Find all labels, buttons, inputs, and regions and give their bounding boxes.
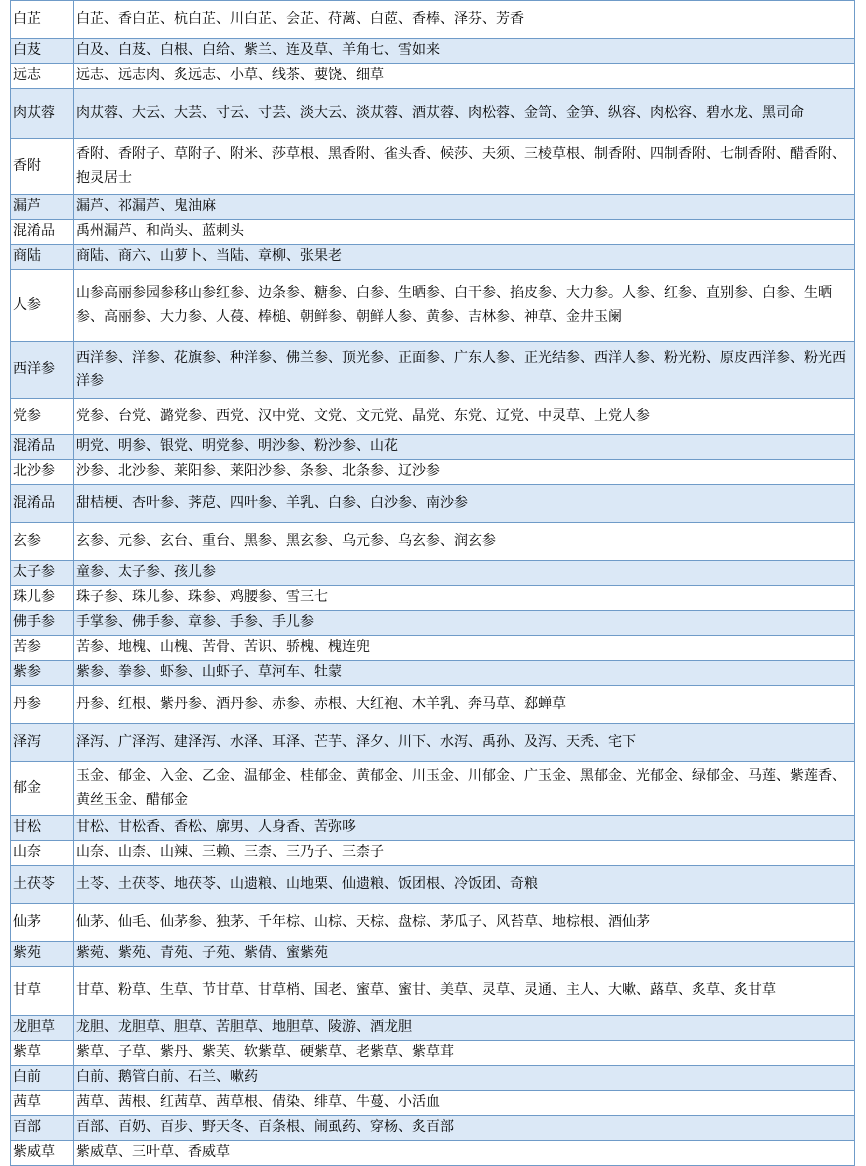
herb-name-cell: 白前 — [11, 1066, 74, 1091]
herb-name-cell: 泽泻 — [11, 724, 74, 762]
herb-aliases-cell: 紫参、拳参、虾参、山虾子、草河车、牡蒙 — [74, 661, 855, 686]
herb-aliases-cell: 漏芦、祁漏芦、鬼油麻 — [74, 195, 855, 220]
table-row — [11, 1, 855, 39]
herb-aliases-cell: 山奈、山柰、山辣、三赖、三柰、三乃子、三柰子 — [74, 841, 855, 866]
table-row — [11, 1141, 855, 1166]
herb-name-cell: 玄参 — [11, 523, 74, 561]
herb-name-cell: 仙茅 — [11, 904, 74, 942]
herb-name-cell: 丹参 — [11, 686, 74, 724]
herb-name-cell: 商陆 — [11, 245, 74, 270]
table-row — [11, 220, 855, 245]
herb-name-cell: 紫苑 — [11, 942, 74, 967]
herb-name-cell: 紫威草 — [11, 1141, 74, 1166]
herb-aliases-cell: 商陆、商六、山萝卜、当陆、章柳、张果老 — [74, 245, 855, 270]
herb-aliases-cell: 苦参、地槐、山槐、苦骨、苦识、骄槐、槐连兜 — [74, 636, 855, 661]
table-row — [11, 245, 855, 270]
herb-aliases-cell: 明党、明参、银党、明党参、明沙参、粉沙参、山花 — [74, 435, 855, 460]
table-row — [11, 270, 855, 342]
herb-aliases-cell: 紫菀、紫苑、青苑、子苑、紫倩、蜜紫苑 — [74, 942, 855, 967]
herb-name-cell: 紫草 — [11, 1041, 74, 1066]
herb-aliases-cell: 白前、鹅管白前、石兰、嗽药 — [74, 1066, 855, 1091]
table-row — [11, 611, 855, 636]
herb-aliases-cell: 山参高丽参园参移山参红参、边条参、糖参、白参、生晒参、白干参、掐皮参、大力参。人参、红参、直别参、白参、生晒参、高丽参、大力参、人葠、棒槌、朝鲜参、朝鲜人参、黄参、吉林参、神草、金井玉阑 — [74, 270, 855, 342]
table-row — [11, 523, 855, 561]
herb-aliases-cell: 香附、香附子、草附子、附米、莎草根、黑香附、雀头香、候莎、夫须、三棱草根、制香附、四制香附、七制香附、醋香附、抱灵居士 — [74, 139, 855, 195]
table-row — [11, 195, 855, 220]
herb-name-cell: 甘松 — [11, 816, 74, 841]
herb-table-body — [11, 1, 855, 1166]
herb-aliases-cell: 党参、台党、潞党参、西党、汉中党、文党、文元党、晶党、东党、辽党、中灵草、上党人参 — [74, 399, 855, 435]
herb-aliases-cell: 玉金、郁金、入金、乙金、温郁金、桂郁金、黄郁金、川玉金、川郁金、广玉金、黑郁金、光郁金、绿郁金、马莲、紫莲香、黄丝玉金、醋郁金 — [74, 762, 855, 816]
herb-aliases-cell: 丹参、红根、紫丹参、酒丹参、赤参、赤根、大红袍、木羊乳、奔马草、郄蝉草 — [74, 686, 855, 724]
table-row — [11, 636, 855, 661]
herb-aliases-cell: 肉苁蓉、大云、大芸、寸云、寸芸、淡大云、淡苁蓉、酒苁蓉、肉松蓉、金笥、金笋、纵容、肉松容、碧水龙、黑司命 — [74, 89, 855, 139]
table-row — [11, 1066, 855, 1091]
table-row — [11, 762, 855, 816]
herb-aliases-cell: 童参、太子参、孩儿参 — [74, 561, 855, 586]
table-row — [11, 89, 855, 139]
table-row — [11, 64, 855, 89]
table-row — [11, 39, 855, 64]
herb-aliases-cell: 茜草、茜根、红茜草、茜草根、倩染、绯草、牛蔓、小活血 — [74, 1091, 855, 1116]
herb-name-cell: 混淆品 — [11, 485, 74, 523]
herb-name-cell: 白芨 — [11, 39, 74, 64]
herb-aliases-cell: 泽泻、广泽泻、建泽泻、水泽、耳泽、芒芋、泽夕、川下、水泻、禹孙、及泻、天秃、宅下 — [74, 724, 855, 762]
table-row — [11, 686, 855, 724]
herb-name-cell: 紫参 — [11, 661, 74, 686]
herb-aliases-cell: 白及、白芨、白根、白给、紫兰、连及草、羊角七、雪如来 — [74, 39, 855, 64]
table-row — [11, 904, 855, 942]
table-row — [11, 1116, 855, 1141]
table-row — [11, 1016, 855, 1041]
herb-name-cell: 肉苁蓉 — [11, 89, 74, 139]
herb-name-cell: 漏芦 — [11, 195, 74, 220]
herb-aliases-cell: 禹州漏芦、和尚头、蓝刺头 — [74, 220, 855, 245]
herb-name-cell: 远志 — [11, 64, 74, 89]
table-row — [11, 866, 855, 904]
table-row — [11, 485, 855, 523]
table-row — [11, 561, 855, 586]
herb-aliases-cell: 珠子参、珠儿参、珠参、鸡腰参、雪三七 — [74, 586, 855, 611]
table-row — [11, 1041, 855, 1066]
herb-aliases-cell: 土苓、土茯苓、地茯苓、山遗粮、山地栗、仙遗粮、饭团根、冷饭团、奇粮 — [74, 866, 855, 904]
herb-name-cell: 山奈 — [11, 841, 74, 866]
herb-aliases-cell: 玄参、元参、玄台、重台、黑参、黑玄参、乌元参、乌玄参、润玄参 — [74, 523, 855, 561]
herb-aliases-cell: 沙参、北沙参、莱阳参、莱阳沙参、条参、北条参、辽沙参 — [74, 460, 855, 485]
table-row — [11, 1091, 855, 1116]
table-row — [11, 724, 855, 762]
herb-aliases-cell: 紫威草、三叶草、香威草 — [74, 1141, 855, 1166]
table-row — [11, 586, 855, 611]
herb-name-cell: 西洋参 — [11, 342, 74, 399]
herb-name-cell: 太子参 — [11, 561, 74, 586]
herb-name-cell: 甘草 — [11, 967, 74, 1016]
table-row — [11, 967, 855, 1016]
herb-name-cell: 郁金 — [11, 762, 74, 816]
herb-name-cell: 党参 — [11, 399, 74, 435]
herb-aliases-cell: 白芷、香白芷、杭白芷、川白芷、会芷、苻蓠、白茝、香棒、泽芬、芳香 — [74, 1, 855, 39]
herb-name-cell: 茜草 — [11, 1091, 74, 1116]
table-row — [11, 139, 855, 195]
herb-aliases-cell: 远志、远志肉、炙远志、小草、线茶、葽饶、细草 — [74, 64, 855, 89]
herb-name-cell: 混淆品 — [11, 435, 74, 460]
herb-name-cell: 人参 — [11, 270, 74, 342]
table-row — [11, 435, 855, 460]
herb-name-cell: 香附 — [11, 139, 74, 195]
herb-name-cell: 龙胆草 — [11, 1016, 74, 1041]
herb-aliases-cell: 甜桔梗、杏叶参、荠苨、四叶参、羊乳、白参、白沙参、南沙参 — [74, 485, 855, 523]
table-row — [11, 342, 855, 399]
herb-name-cell: 珠儿参 — [11, 586, 74, 611]
table-row — [11, 661, 855, 686]
herb-aliases-cell: 手掌参、佛手参、章参、手参、手儿参 — [74, 611, 855, 636]
table-row — [11, 816, 855, 841]
herb-name-cell: 白芷 — [11, 1, 74, 39]
herb-name-cell: 北沙参 — [11, 460, 74, 485]
herb-name-cell: 土茯苓 — [11, 866, 74, 904]
herb-name-cell: 混淆品 — [11, 220, 74, 245]
herb-name-cell: 苦参 — [11, 636, 74, 661]
herb-name-cell: 佛手参 — [11, 611, 74, 636]
herb-name-cell: 百部 — [11, 1116, 74, 1141]
table-row — [11, 399, 855, 435]
herb-aliases-cell: 龙胆、龙胆草、胆草、苦胆草、地胆草、陵游、酒龙胆 — [74, 1016, 855, 1041]
herb-aliases-cell: 百部、百奶、百步、野天冬、百条根、闹虱药、穿杨、炙百部 — [74, 1116, 855, 1141]
table-row — [11, 841, 855, 866]
table-row — [11, 460, 855, 485]
herb-aliases-cell: 甘草、粉草、生草、节甘草、甘草梢、国老、蜜草、蜜甘、美草、灵草、灵通、主人、大嗽、蕗草、炙草、炙甘草 — [74, 967, 855, 1016]
herb-aliases-cell: 紫草、子草、紫丹、紫芙、软紫草、硬紫草、老紫草、紫草茸 — [74, 1041, 855, 1066]
herb-aliases-cell: 西洋参、洋参、花旗参、种洋参、佛兰参、顶光参、正面参、广东人参、正光结参、西洋人参、粉光粉、原皮西洋参、粉光西洋参 — [74, 342, 855, 399]
table-row — [11, 942, 855, 967]
herb-aliases-cell: 仙茅、仙毛、仙茅参、独茅、千年棕、山棕、天棕、盘棕、茅瓜子、风苔草、地棕根、酒仙茅 — [74, 904, 855, 942]
herb-aliases-cell: 甘松、甘松香、香松、廓男、人身香、苦弥哆 — [74, 816, 855, 841]
herb-alias-table — [10, 0, 855, 1166]
